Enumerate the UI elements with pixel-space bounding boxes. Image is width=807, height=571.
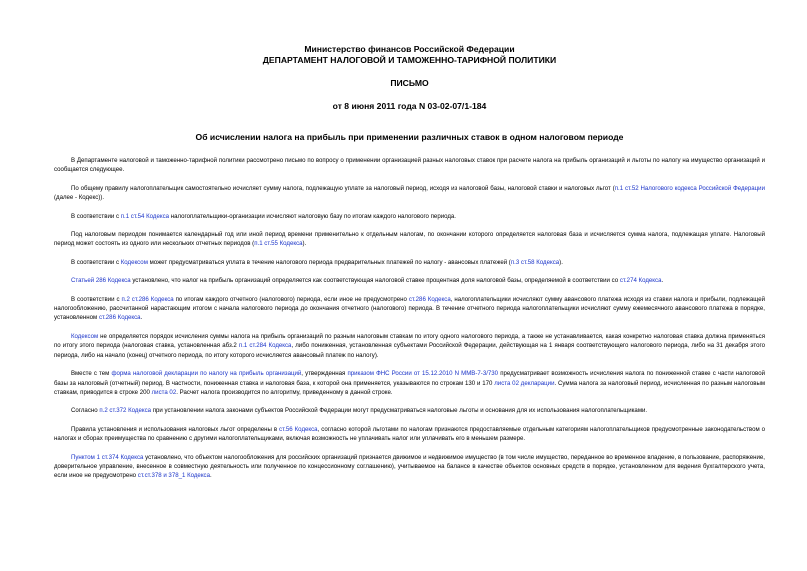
legal-reference-link[interactable]: п.1 ст.55 Кодекса	[254, 240, 303, 248]
legal-reference-link[interactable]: ст.286 Кодекса	[98, 314, 141, 322]
paragraph-text: ).	[559, 258, 563, 266]
paragraph-text: , налогоплательщики исчисляют сумму авансового платежа исходя из ставки налога и прибыли, подлежащей налогообложению, рассчитанной нарастающим итогом с начала налогового периода до окончания отчетного (налогового) периода. В течение отчетного периода налогоплательщики исчисляют сумму ежемесячного авансового платежа в порядке, установленном	[54, 295, 765, 322]
paragraph-text: установлено, что налог на прибыль организаций определяется как соответствующая налоговой ставке процентная доля налоговой базы, определяемой в соответствии со	[130, 277, 620, 285]
paragraph-text: Правила установления и использования налоговых льгот определены в	[71, 425, 280, 433]
paragraph-text: В соответствии с	[71, 212, 121, 220]
paragraph-text: .	[661, 277, 664, 285]
body-paragraph	[54, 369, 765, 397]
paragraph-text: В соответствии с	[71, 295, 122, 303]
paragraph-text: не определяется порядок исчисления суммы налога на прибыль организаций по разным налоговым ставкам по итогу одного налогового периода, а также не устанавливается, какая конкретно налоговая ставка должна применяться по итогу этого периода (налоговая ставка, установленная абз.2	[54, 332, 765, 350]
document-type: ПИСЬМО	[390, 78, 429, 88]
body-paragraph	[54, 230, 765, 249]
legal-reference-link[interactable]: форма налоговой декларации по налогу на прибыль организаций	[111, 370, 302, 378]
body-paragraph	[54, 425, 765, 444]
legal-reference-link[interactable]: листа 02	[151, 388, 177, 396]
paragraph-text: налогоплательщики-организации исчисляют налоговую базу по итогам каждого налогового периода.	[169, 212, 457, 220]
legal-reference-link[interactable]: ст.274 Кодекса	[619, 277, 662, 285]
letter-header	[54, 44, 765, 112]
legal-reference-link[interactable]: п.1 ст.54 Кодекса	[120, 212, 170, 220]
legal-reference-link[interactable]: приказом ФНС России от 15.12.2010 N ММВ-7-3/730	[347, 370, 499, 378]
paragraph-text: (далее - Кодекс)).	[54, 194, 105, 202]
legal-reference-link[interactable]: п.1 ст.52 Налогового кодекса Российской Федерации	[614, 184, 765, 192]
document-body	[54, 156, 765, 481]
paragraph-text: По общему правилу налогоплательщик самостоятельно исчисляет сумму налога, подлежащую уплате за налоговый период, исходя из налоговой базы, налоговой ставки и налоговых льгот (	[71, 184, 615, 192]
paragraph-text: ).	[302, 240, 307, 248]
body-paragraph	[54, 212, 765, 221]
legal-reference-link[interactable]: ст.286 Кодекса	[408, 295, 451, 303]
legal-reference-link[interactable]: ст.56 Кодекса	[279, 425, 318, 433]
paragraph-text: может предусматриваться уплата в течение налогового периода предварительных платежей по налогу - авансовых платежей (	[147, 258, 511, 266]
legal-reference-link[interactable]: Пунктом 1 ст.374 Кодекса	[71, 453, 144, 461]
legal-reference-link[interactable]: п.3 ст.58 Кодекса	[510, 258, 560, 266]
body-paragraph	[54, 295, 765, 323]
paragraph-text: , согласно которой льготами по налогам признаются предоставляемые отдельным категориям налогоплательщиков предусмотренные законодательством о налогах и сборах преимущества по сравнению с другими налогоплательщиками, включая возможность не уплачивать налог или уплачивать его в меньшем размере.	[54, 425, 766, 443]
body-paragraph	[54, 184, 765, 203]
paragraph-text: В Департаменте налоговой и таможенно-тарифной политики рассмотрено письмо по вопросу о применении организацией разных налоговых ставок при расчете налога на прибыль организаций и льготы по налогу на имущество организаций и сообщается следующее.	[54, 157, 765, 174]
legal-reference-link[interactable]: п.2 ст.372 Кодекса	[99, 407, 152, 415]
body-paragraph	[54, 332, 765, 360]
paragraph-text: В соответствии с	[71, 258, 121, 266]
paragraph-text: , либо пониженная, установленная субъектами Российской Федерации, действующая на 1 января соответствующего налогового периода, либо на 31 декабря этого периода, либо на начало (конец) отчетного периода, по итогу которого исчисляется авансовый платеж по налогу).	[54, 342, 765, 359]
paragraph-text: Согласно	[71, 407, 100, 415]
legal-reference-link[interactable]: п.1 ст.284 Кодекса	[238, 342, 292, 350]
body-paragraph	[54, 276, 765, 285]
legal-reference-link[interactable]: п.2 ст.286 Кодекса	[121, 295, 174, 303]
paragraph-text: . Расчет налога производится по алгоритму, приведенному в данной строке.	[176, 388, 393, 396]
document-title: Об исчислении налога на прибыль при применении различных ставок в одном налоговом периоде	[195, 132, 624, 142]
paragraph-text: при установлении налога законами субъектов Российской Федерации могут предусматриваться налоговые льготы и основания для их использования налогоплательщиками.	[151, 407, 648, 415]
paragraph-text: , утвержденная	[301, 370, 348, 378]
paragraph-text: .	[140, 314, 143, 322]
department-name: ДЕПАРТАМЕНТ НАЛОГОВОЙ И ТАМОЖЕННО-ТАРИФНОЙ ПОЛИТИКИ	[262, 55, 557, 65]
body-paragraph	[54, 156, 765, 175]
paragraph-text: по итогам каждого отчетного (налогового) периода, если иное не предусмотрено	[173, 295, 409, 303]
paragraph-text: Под налоговым периодом понимается календарный год или иной период времени применительно к отдельным налогам, по окончании которого определяется налоговая база и исчисляется сумма налога, подлежащая уплате. Налоговый период может состоять из одного или нескольких отчетных периодов (	[54, 231, 765, 248]
legal-reference-link[interactable]: Кодексом	[120, 258, 148, 266]
body-paragraph	[54, 453, 765, 481]
document-date-number: от 8 июня 2011 года N 03-02-07/1-184	[332, 101, 487, 111]
paragraph-text: . Сумма налога за налоговый период, исчисленная по разным налоговым ставкам, приводится в строке 200	[54, 379, 766, 396]
legal-reference-link[interactable]: Кодексом	[71, 332, 99, 340]
legal-reference-link[interactable]: листа 02 декларации	[494, 379, 555, 387]
ministry-name: Министерство финансов Российской Федерации	[304, 44, 515, 54]
body-paragraph	[54, 406, 765, 415]
body-paragraph	[54, 258, 765, 267]
paragraph-text: .	[210, 472, 212, 480]
paragraph-text: установлено, что объектом налогообложения для российских организаций признается движимое и недвижимое имущество (в том числе имущество, переданное во временное владение, в пользование, распоряжение, доверительное управление, внесенное в совместную деятельность или полученное по концессионному соглашению), учитываемое на балансе в качестве объектов основных средств в порядке, установленном для ведения бухгалтерского учета, если иное не предусмотрено	[54, 453, 765, 480]
legal-reference-link[interactable]: ст.ст.378 и 378_1 Кодекса	[137, 472, 210, 480]
paragraph-text: Вместе с тем	[71, 370, 112, 378]
paragraph-text: предусматривает возможность исчисления налога по пониженной ставке с части налоговой базы за налоговый (отчетный) период. В частности, пониженная ставка и налоговая база, к которой она применяется, указываются по строкам 130 и 170	[54, 370, 766, 387]
legal-reference-link[interactable]: Статьей 286 Кодекса	[71, 277, 131, 285]
